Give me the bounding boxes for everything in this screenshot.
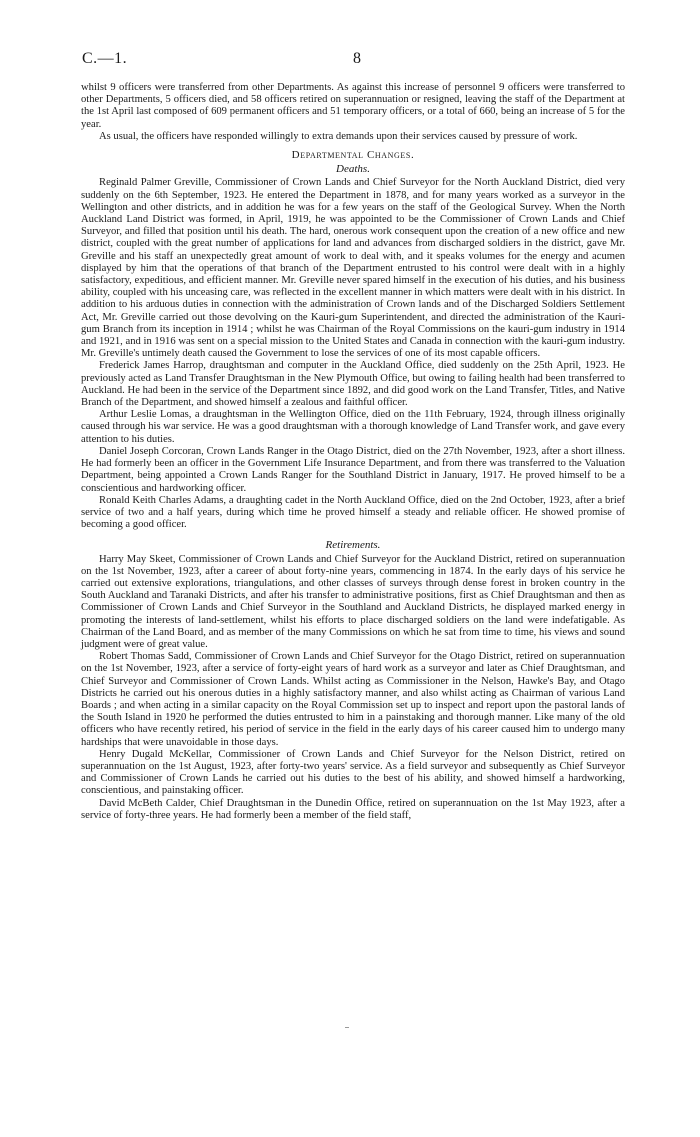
subheading-retirements: Retirements. [325, 539, 381, 552]
paragraph-retirement-skeet: Harry May Skeet, Commissioner of Crown Lands and Chief Surveyor for the Auckland District, retired on superannuation on the 1st November, 1923, after a career of about forty-nine years, commencing in 1874. In the early days of his service he carried out extensive explorations, triangulations, and other classes of surveys through dense forest in broken country in the South Auckland and Taranaki Districts, and after his transfer to administrative positions, first as Chief Draughtsman and then as Commissioner of Crown Lands and Chief Surveyor in the Southland and Auckland Districts, he displayed marked energy in promoting the interests of land-settlement, whilst his efforts to place discharged soldiers on the land were indefatigable. As Chairman of the Land Board, and as member of the many Commissions on which he sat from time to time, his views and sound judgment were of great value. [81, 553, 625, 650]
subheading-deaths: Deaths. [336, 163, 370, 176]
paragraph-pressure-of-work: As usual, the officers have responded willingly to extra demands upon their services caused by pressure of work. [99, 130, 578, 142]
paragraph-retirement-sadd: Robert Thomas Sadd, Commissioner of Crown Lands and Chief Surveyor for the Otago District, retired on superannuation on the 1st November, 1923, after a service of forty-eight years of hard work as a surveyor and later as Chief Draughtsman, and Chief Surveyor and Commissioner of Crown Lands. Whilst acting as Commissioner in the Nelson, Hawke's Bay, and Otago Districts he carried out his onerous duties in a highly satisfactory manner, and also whilst acting as Chairman of various Land Boards ; and when acting in a similar capacity on the Royal Commission set up to inspect and report upon the pastoral lands of the South Island in 1920 he performed the duties entrusted to him in a painstaking and thorough manner. Like many of the old officers who have recently retired, his period of service in the field in the early days of his career caused him to undergo many hardships that were unavoidable in those days. [81, 651, 625, 748]
section-heading-departmental-changes: Departmental Changes. [291, 149, 415, 162]
paragraph-death-harrop: Frederick James Harrop, draughtsman and computer in the Auckland Office, died suddenly on the 25th April, 1923. He previously acted as Land Transfer Draughtsman in the New Plymouth Office, but owing to failing health had been transferred to Auckland. He had been in the service of the Department since 1892, and did good work on the Land Transfer, Titles, and Native Branch of the Department, and showed himself a zealous and faithful officer. [81, 360, 625, 409]
print-mark [345, 1027, 349, 1028]
paragraph-death-greville: Reginald Palmer Greville, Commissioner of Crown Lands and Chief Surveyor for the North Auckland District, died very suddenly on the 6th September, 1923. He entered the Department in 1878, and for many years worked as a surveyor in the Wellington and other districts, and in addition he was for a few years on the staff of the Geological Survey. When the North Auckland Land District was formed, in April, 1919, he was appointed to be the Commissioner of Crown Lands and Chief Surveyor, and filled that position until his death. The hard, onerous work consequent upon the creation of a new office and new district, coupled with the great number of applications for land and advances from discharged soldiers in the district, gave Mr. Greville and his staff an unexpectedly great amount of work to deal with, and it speaks volumes for the energy and acumen displayed by him that the operations of that branch of the Department entrusted to his control were dealt with in a highly satisfactory, expeditious, and efficient manner. Mr. Greville never spared himself in the execution of his duties, and his business ability, coupled with his unceasing care, was reflected in the excellent manner in which matters were dealt with in his district. In addition to his arduous duties in connection with the administration of Crown lands and of the Discharged Soldiers Settlement Act, Mr. Greville carried out those devolving on the Kauri-gum Superintendent, and directed the administration of the Kauri-gum Branch from its inception in 1914 ; whilst he was Chairman of the Royal Commissions on the kauri-gum industry in 1914 and 1921, and in 1916 was sent on a special mission to the United States and Canada in connection with the kauri-gum industry. Mr. Greville's untimely death caused the Government to lose the services of one of its most capable officers. [81, 177, 625, 360]
report-reference: C.—1. [82, 50, 128, 67]
paragraph-retirement-mckellar: Henry Dugald McKellar, Commissioner of Crown Lands and Chief Surveyor for the Nelson District, retired on superannuation on the 1st August, 1923, after forty-two years' service. As a field surveyor and subsequently as Chief Surveyor and Commissioner of Crown Lands he carried out his duties to the best of his ability, and showed himself a hardworking, conscientious, and painstaking officer. [81, 748, 625, 797]
page-number: 8 [353, 50, 361, 67]
body-text [81, 82, 625, 822]
paragraph-death-lomas: Arthur Leslie Lomas, a draughtsman in the Wellington Office, died on the 11th February, 1924, through illness originally caused through his war service. He was a good draughtsman with a thorough knowledge of Land Transfer work, and gave every attention to his duties. [81, 409, 625, 445]
paragraph-retirement-calder: David McBeth Calder, Chief Draughtsman in the Dunedin Office, retired on superannuation on the 1st May 1923, after a service of forty-three years. He had formerly been a member of the field staff, [81, 797, 625, 821]
paragraph-death-corcoran: Daniel Joseph Corcoran, Crown Lands Ranger in the Otago District, died on the 27th November, 1923, after a short illness. He had formerly been an officer in the Government Life Insurance Department, and from there was transferred to the Valuation Department, being appointed a Crown Lands Ranger for the Southland District in January, 1917. He proved himself to be a conscientious and hardworking officer. [81, 445, 625, 494]
paragraph-death-adams: Ronald Keith Charles Adams, a draughting cadet in the North Auckland Office, died on the 2nd October, 1923, after a brief service of two and a half years, during which time he proved himself a steady and reliable officer. He showed promise of becoming a good officer. [81, 494, 625, 531]
paragraph-continued: whilst 9 officers were transferred from other Departments. As against this increase of personnel 9 officers were transferred to other Departments, 5 officers died, and 58 officers retired on superannuation or resigned, leaving the staff of the Department at the 1st April last composed of 609 permanent officers and 51 temporary officers, or a total of 660, being an increase of 5 for the year. [81, 82, 625, 130]
